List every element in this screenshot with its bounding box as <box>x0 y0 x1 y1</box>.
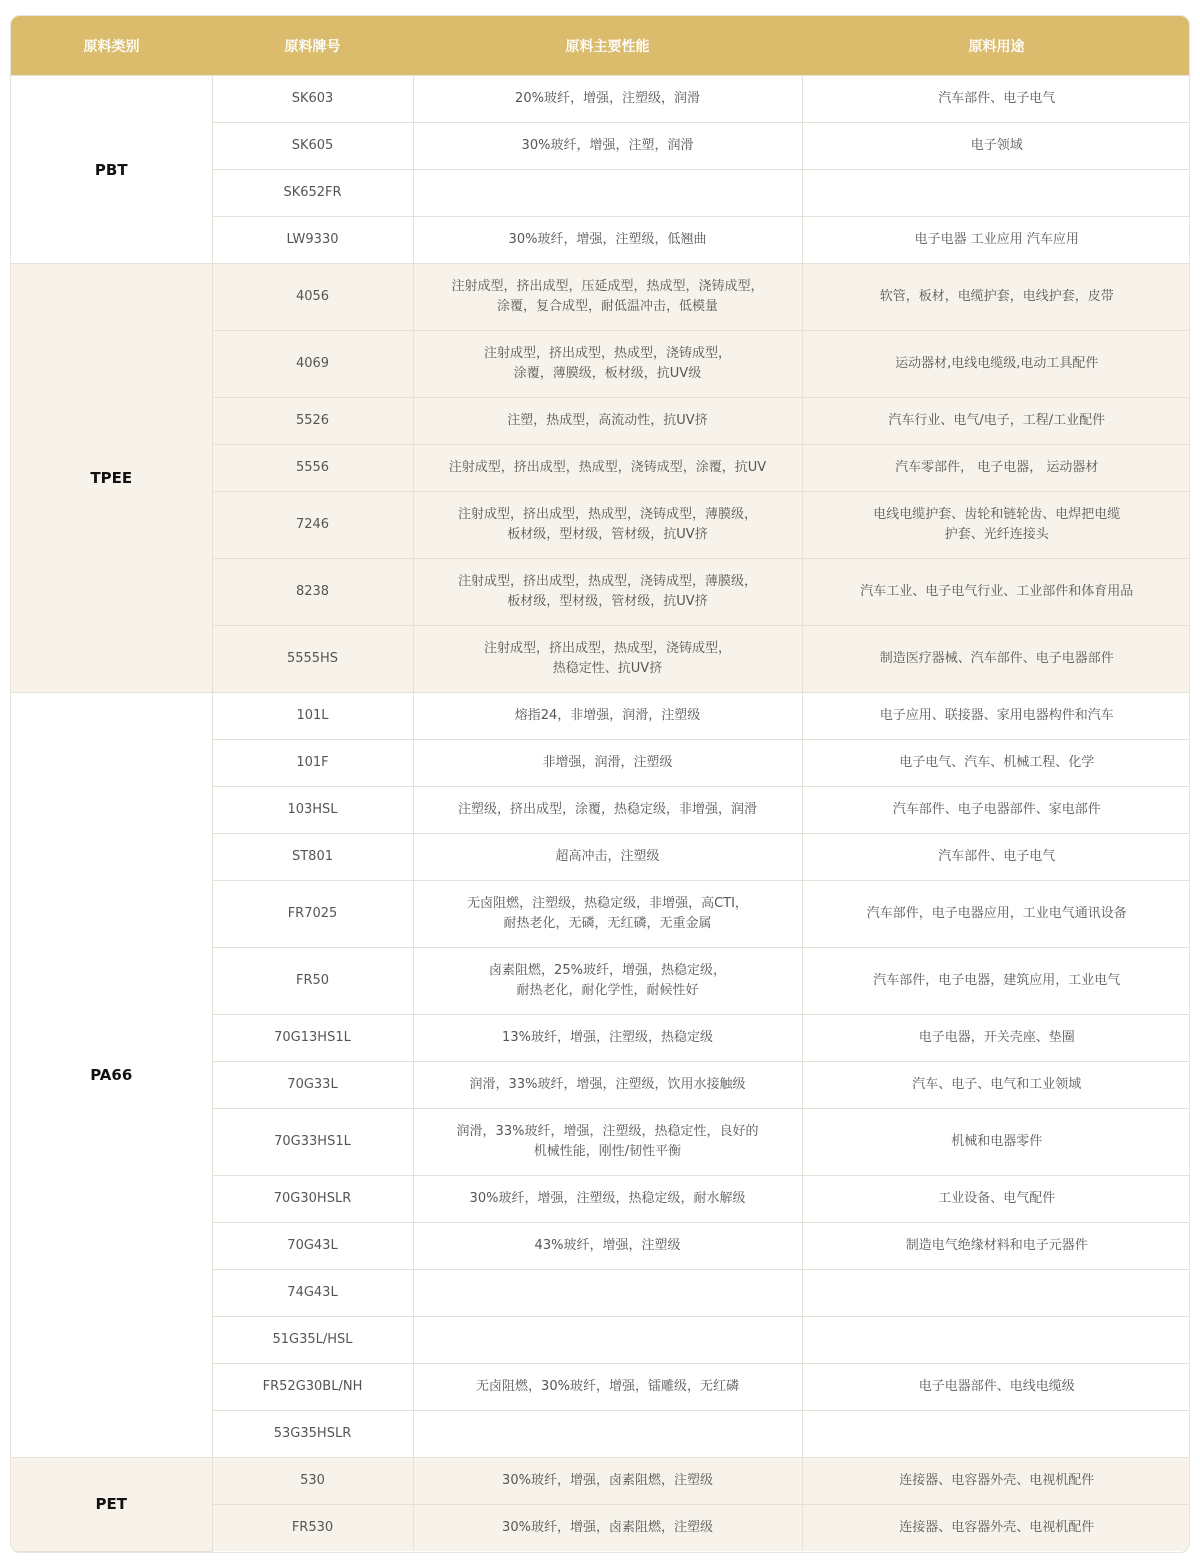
table-header <box>11 16 1190 76</box>
usage-cell: 汽车部件，电子电器，建筑应用，工业电气 <box>802 948 1190 1015</box>
usage-cell: 汽车行业、电气/电子，工程/工业配件 <box>802 398 1190 445</box>
table-row <box>11 264 1190 331</box>
performance-cell <box>413 170 802 217</box>
grade-cell: 101L <box>212 693 413 740</box>
performance-cell: 30%玻纤，增强，注塑级，热稳定级，耐水解级 <box>413 1176 802 1223</box>
category-cell: TPEE <box>11 264 212 693</box>
performance-cell: 30%玻纤，增强，卤素阻燃，注塑级 <box>413 1458 802 1505</box>
grade-cell: 4056 <box>212 264 413 331</box>
performance-cell: 注射成型，挤出成型，热成型，浇铸成型，薄膜级， 板材级，型材级，管材级，抗UV挤 <box>413 492 802 559</box>
grade-cell: FR52G30BL/NH <box>212 1364 413 1411</box>
grade-cell: SK652FR <box>212 170 413 217</box>
grade-cell: ST801 <box>212 834 413 881</box>
usage-cell <box>802 170 1190 217</box>
grade-cell: FR7025 <box>212 881 413 948</box>
performance-cell: 20%玻纤，增强，注塑级，润滑 <box>413 76 802 123</box>
grade-cell: 5555HS <box>212 626 413 693</box>
usage-cell: 汽车零部件， 电子电器， 运动器材 <box>802 445 1190 492</box>
usage-cell <box>802 1411 1190 1458</box>
usage-cell: 汽车部件、电子电气 <box>802 76 1190 123</box>
grade-cell: LW9330 <box>212 217 413 264</box>
category-cell: PBT <box>11 76 212 264</box>
grade-cell: 103HSL <box>212 787 413 834</box>
header-category: 原料类别 <box>11 16 212 76</box>
usage-cell: 制造医疗器械、汽车部件、电子电器部件 <box>802 626 1190 693</box>
usage-cell: 电子电器，开关壳座、垫圈 <box>802 1015 1190 1062</box>
group-pbt <box>11 76 1190 264</box>
usage-cell: 电线电缆护套、齿轮和链轮齿、电焊把电缆 护套、光纤连接头 <box>802 492 1190 559</box>
usage-cell: 汽车工业、电子电气行业、工业部件和体育用品 <box>802 559 1190 626</box>
table-row <box>11 76 1190 123</box>
group-pet <box>11 1458 1190 1552</box>
performance-cell: 30%玻纤，增强，注塑，润滑 <box>413 123 802 170</box>
usage-cell: 电子电气、汽车、机械工程、化学 <box>802 740 1190 787</box>
usage-cell: 电子领域 <box>802 123 1190 170</box>
grade-cell: 70G43L <box>212 1223 413 1270</box>
usage-cell: 电子应用、联接器、家用电器构件和汽车 <box>802 693 1190 740</box>
performance-cell: 43%玻纤，增强，注塑级 <box>413 1223 802 1270</box>
usage-cell: 机械和电器零件 <box>802 1109 1190 1176</box>
grade-cell: 4069 <box>212 331 413 398</box>
performance-cell: 注射成型，挤出成型，热成型，浇铸成型， 涂覆，薄膜级，板材级，抗UV级 <box>413 331 802 398</box>
performance-cell: 注射成型，挤出成型，压延成型，热成型，浇铸成型， 涂覆，复合成型，耐低温冲击，低模量 <box>413 264 802 331</box>
header-performance: 原料主要性能 <box>413 16 802 76</box>
grade-cell: 53G35HSLR <box>212 1411 413 1458</box>
grade-cell: 70G33HS1L <box>212 1109 413 1176</box>
grade-cell: SK605 <box>212 123 413 170</box>
grade-cell: 70G33L <box>212 1062 413 1109</box>
usage-cell: 汽车部件、电子电器部件、家电部件 <box>802 787 1190 834</box>
group-tpee <box>11 264 1190 693</box>
performance-cell: 注射成型，挤出成型，热成型，浇铸成型，薄膜级， 板材级，型材级，管材级，抗UV挤 <box>413 559 802 626</box>
grade-cell: 5556 <box>212 445 413 492</box>
usage-cell: 电子电器 工业应用 汽车应用 <box>802 217 1190 264</box>
performance-cell: 注塑，热成型，高流动性，抗UV挤 <box>413 398 802 445</box>
usage-cell <box>802 1270 1190 1317</box>
performance-cell: 无卤阻燃，注塑级，热稳定级，非增强，高CTI， 耐热老化，无磷，无红磷，无重金属 <box>413 881 802 948</box>
usage-cell: 汽车部件，电子电器应用，工业电气通讯设备 <box>802 881 1190 948</box>
usage-cell <box>802 1317 1190 1364</box>
materials-table-container <box>10 15 1190 1553</box>
grade-cell: FR530 <box>212 1505 413 1552</box>
category-cell: PA66 <box>11 693 212 1458</box>
grade-cell: SK603 <box>212 76 413 123</box>
grade-cell: 8238 <box>212 559 413 626</box>
usage-cell: 连接器、电容器外壳、电视机配件 <box>802 1505 1190 1552</box>
performance-cell: 无卤阻燃，30%玻纤，增强，镭雕级，无红磷 <box>413 1364 802 1411</box>
grade-cell: 70G13HS1L <box>212 1015 413 1062</box>
usage-cell: 软管，板材，电缆护套，电线护套，皮带 <box>802 264 1190 331</box>
performance-cell <box>413 1411 802 1458</box>
performance-cell: 超高冲击，注塑级 <box>413 834 802 881</box>
grade-cell: 74G43L <box>212 1270 413 1317</box>
grade-cell: 101F <box>212 740 413 787</box>
header-usage: 原料用途 <box>802 16 1190 76</box>
performance-cell: 13%玻纤，增强，注塑级，热稳定级 <box>413 1015 802 1062</box>
usage-cell: 运动器材,电线电缆级,电动工具配件 <box>802 331 1190 398</box>
grade-cell: 7246 <box>212 492 413 559</box>
performance-cell: 注塑级，挤出成型，涂覆，热稳定级，非增强，润滑 <box>413 787 802 834</box>
table-row <box>11 693 1190 740</box>
table-row <box>11 1458 1190 1505</box>
grade-cell: 70G30HSLR <box>212 1176 413 1223</box>
usage-cell: 汽车部件、电子电气 <box>802 834 1190 881</box>
grade-cell: 51G35L/HSL <box>212 1317 413 1364</box>
grade-cell: 5526 <box>212 398 413 445</box>
performance-cell: 润滑，33%玻纤，增强，注塑级，饮用水接触级 <box>413 1062 802 1109</box>
usage-cell: 电子电器部件、电线电缆级 <box>802 1364 1190 1411</box>
performance-cell: 30%玻纤，增强，注塑级，低翘曲 <box>413 217 802 264</box>
usage-cell: 汽车、电子、电气和工业领域 <box>802 1062 1190 1109</box>
performance-cell: 注射成型，挤出成型，热成型，浇铸成型， 热稳定性、抗UV挤 <box>413 626 802 693</box>
performance-cell <box>413 1270 802 1317</box>
usage-cell: 工业设备、电气配件 <box>802 1176 1190 1223</box>
materials-table <box>11 16 1190 1552</box>
grade-cell: 530 <box>212 1458 413 1505</box>
category-cell: PET <box>11 1458 212 1552</box>
performance-cell: 熔指24，非增强，润滑，注塑级 <box>413 693 802 740</box>
performance-cell <box>413 1317 802 1364</box>
performance-cell: 润滑，33%玻纤，增强，注塑级，热稳定性，良好的 机械性能，刚性/韧性平衡 <box>413 1109 802 1176</box>
usage-cell: 制造电气绝缘材料和电子元器件 <box>802 1223 1190 1270</box>
usage-cell: 连接器、电容器外壳、电视机配件 <box>802 1458 1190 1505</box>
performance-cell: 注射成型，挤出成型，热成型，浇铸成型，涂覆，抗UV <box>413 445 802 492</box>
group-pa66 <box>11 693 1190 1458</box>
grade-cell: FR50 <box>212 948 413 1015</box>
performance-cell: 30%玻纤，增强，卤素阻燃，注塑级 <box>413 1505 802 1552</box>
performance-cell: 非增强，润滑，注塑级 <box>413 740 802 787</box>
performance-cell: 卤素阻燃，25%玻纤，增强，热稳定级， 耐热老化，耐化学性，耐候性好 <box>413 948 802 1015</box>
header-grade: 原料牌号 <box>212 16 413 76</box>
